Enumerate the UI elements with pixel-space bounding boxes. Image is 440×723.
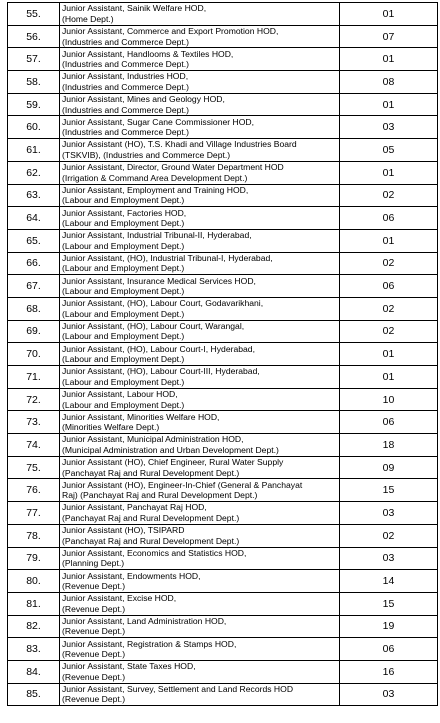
post-title-line: Junior Assistant, Excise HOD, [62,593,177,604]
department-line: (Labour and Employment Dept.) [62,240,185,251]
table-row [8,48,438,71]
vacancy-count-cell: 01 [340,366,438,389]
serial-number-cell: 56. [8,25,60,48]
vacancy-table [7,2,438,706]
table-row [8,275,438,298]
vacancy-count-cell: 03 [340,116,438,139]
vacancy-count-cell: 01 [340,48,438,71]
serial-number-cell: 60. [8,116,60,139]
table-row [8,434,438,457]
vacancy-count-cell: 02 [340,184,438,207]
department-line: (Industries and Commerce Dept.) [62,127,190,138]
post-description-cell [60,570,340,593]
vacancy-count-cell: 10 [340,388,438,411]
post-title-line: Junior Assistant, (HO), Labour Court-III, Hyderabad, [62,366,260,377]
department-line: (TSKVIB), (Industries and Commerce Dept.) [62,149,231,160]
post-description-cell [60,71,340,94]
serial-number-cell: 84. [8,660,60,683]
table-row [8,3,438,26]
post-title-line: Junior Assistant (HO), Engineer-In-Chief (General & Panchayat [62,479,303,490]
post-title-line: Junior Assistant, Handlooms & Textiles HOD, [62,48,234,59]
department-line: Raj) (Panchayat Raj and Rural Development Dept.) [62,490,258,501]
post-description-cell [60,343,340,366]
table-row [8,570,438,593]
serial-number-cell: 71. [8,366,60,389]
post-description-cell [60,93,340,116]
post-title-line: Junior Assistant, Economics and Statistics HOD, [62,547,247,558]
post-title-line: Junior Assistant (HO), Chief Engineer, Rural Water Supply [62,457,284,468]
serial-number-cell: 66. [8,252,60,275]
serial-number-cell: 65. [8,229,60,252]
post-title-line: Junior Assistant, Municipal Administration HOD, [62,434,244,445]
department-line: (Planning Dept.) [62,558,125,569]
vacancy-count-cell: 06 [340,275,438,298]
vacancy-count-cell: 07 [340,25,438,48]
post-title-line: Junior Assistant, Registration & Stamps HOD, [62,638,237,649]
vacancy-count-cell: 02 [340,297,438,320]
post-description-cell [60,524,340,547]
post-title-line: Junior Assistant, Panchayat Raj HOD, [62,502,207,513]
table-row [8,615,438,638]
table-row [8,93,438,116]
serial-number-cell: 62. [8,161,60,184]
post-title-line: Junior Assistant (HO), T.S. Khadi and Village Industries Board [62,139,297,150]
department-line: (Revenue Dept.) [62,649,126,660]
serial-number-cell: 63. [8,184,60,207]
serial-number-cell: 58. [8,71,60,94]
serial-number-cell: 73. [8,411,60,434]
table-row [8,207,438,230]
post-description-cell [60,297,340,320]
serial-number-cell: 81. [8,592,60,615]
serial-number-cell: 55. [8,3,60,26]
serial-number-cell: 77. [8,502,60,525]
post-description-cell [60,116,340,139]
department-line: (Panchayat Raj and Rural Development Dept.) [62,535,240,546]
department-line: (Labour and Employment Dept.) [62,376,185,387]
vacancy-count-cell: 01 [340,229,438,252]
post-title-line: Junior Assistant, Insurance Medical Services HOD, [62,275,256,286]
department-line: (Labour and Employment Dept.) [62,308,185,319]
post-description-cell [60,161,340,184]
serial-number-cell: 69. [8,320,60,343]
serial-number-cell: 68. [8,297,60,320]
post-title-line: Junior Assistant, (HO), Labour Court, Godavarikhani, [62,298,264,309]
department-line: (Irrigation & Command Area Development Dept.) [62,172,248,183]
post-title-line: Junior Assistant, Minorities Welfare HOD, [62,411,220,422]
post-title-line: Junior Assistant, Industries HOD, [62,71,189,82]
post-title-line: Junior Assistant, State Taxes HOD, [62,661,196,672]
post-title-line: Junior Assistant, Sainik Welfare HOD, [62,3,207,14]
department-line: (Revenue Dept.) [62,694,126,705]
department-line: (Municipal Administration and Urban Development Dept.) [62,444,279,455]
vacancy-count-cell: 16 [340,660,438,683]
serial-number-cell: 72. [8,388,60,411]
table-row [8,456,438,479]
post-description-cell [60,366,340,389]
serial-number-cell: 70. [8,343,60,366]
post-description-cell [60,683,340,706]
serial-number-cell: 59. [8,93,60,116]
table-row [8,139,438,162]
table-row [8,25,438,48]
department-line: (Labour and Employment Dept.) [62,286,185,297]
vacancy-count-cell: 03 [340,683,438,706]
post-description-cell [60,434,340,457]
department-line: (Industries and Commerce Dept.) [62,36,190,47]
vacancy-count-cell: 05 [340,139,438,162]
serial-number-cell: 64. [8,207,60,230]
post-title-line: Junior Assistant (HO), TSIPARD [62,525,185,536]
post-description-cell [60,615,340,638]
post-description-cell [60,184,340,207]
post-title-line: Junior Assistant, Factories HOD, [62,207,187,218]
serial-number-cell: 61. [8,139,60,162]
department-line: (Industries and Commerce Dept.) [62,59,190,70]
department-line: (Labour and Employment Dept.) [62,399,185,410]
vacancy-table-body [8,3,438,706]
serial-number-cell: 76. [8,479,60,502]
vacancy-count-cell: 19 [340,615,438,638]
table-row [8,411,438,434]
table-row [8,252,438,275]
department-line: (Revenue Dept.) [62,626,126,637]
department-line: (Labour and Employment Dept.) [62,195,185,206]
table-row [8,638,438,661]
serial-number-cell: 67. [8,275,60,298]
department-line: (Labour and Employment Dept.) [62,354,185,365]
department-line: (Industries and Commerce Dept.) [62,104,190,115]
serial-number-cell: 75. [8,456,60,479]
vacancy-count-cell: 15 [340,592,438,615]
table-row [8,161,438,184]
department-line: (Revenue Dept.) [62,603,126,614]
vacancy-count-cell: 18 [340,434,438,457]
post-title-line: Junior Assistant, Sugar Cane Commissioner HOD, [62,116,254,127]
table-row [8,683,438,706]
vacancy-count-cell: 01 [340,93,438,116]
post-description-cell [60,207,340,230]
table-row [8,547,438,570]
post-description-cell [60,456,340,479]
vacancy-count-cell: 02 [340,320,438,343]
vacancy-count-cell: 06 [340,411,438,434]
post-description-cell [60,25,340,48]
post-title-line: Junior Assistant, Employment and Training HOD, [62,184,249,195]
post-description-cell [60,3,340,26]
post-description-cell [60,547,340,570]
post-description-cell [60,48,340,71]
department-line: (Industries and Commerce Dept.) [62,81,190,92]
post-title-line: Junior Assistant, Director, Ground Water Department HOD [62,162,284,173]
vacancy-count-cell: 03 [340,502,438,525]
serial-number-cell: 79. [8,547,60,570]
table-row [8,502,438,525]
department-line: (Panchayat Raj and Rural Development Dept.) [62,467,240,478]
department-line: (Panchayat Raj and Rural Development Dept.) [62,512,240,523]
table-row [8,479,438,502]
table-row [8,71,438,94]
post-description-cell [60,320,340,343]
vacancy-count-cell: 06 [340,638,438,661]
post-title-line: Junior Assistant, Commerce and Export Promotion HOD, [62,26,279,37]
vacancy-count-cell: 15 [340,479,438,502]
post-description-cell [60,252,340,275]
table-row [8,660,438,683]
post-description-cell [60,411,340,434]
post-description-cell [60,275,340,298]
post-description-cell [60,229,340,252]
vacancy-count-cell: 03 [340,547,438,570]
post-title-line: Junior Assistant, Industrial Tribunal-II, Hyderabad, [62,230,252,241]
vacancy-count-cell: 14 [340,570,438,593]
serial-number-cell: 82. [8,615,60,638]
vacancy-count-cell: 08 [340,71,438,94]
serial-number-cell: 83. [8,638,60,661]
post-title-line: Junior Assistant, (HO), Labour Court-I, Hyderabad, [62,343,255,354]
vacancy-count-cell: 01 [340,161,438,184]
table-row [8,116,438,139]
table-row [8,343,438,366]
table-row [8,320,438,343]
vacancy-count-cell: 09 [340,456,438,479]
department-line: (Home Dept.) [62,13,114,24]
vacancy-count-cell: 02 [340,252,438,275]
vacancy-count-cell: 01 [340,343,438,366]
serial-number-cell: 57. [8,48,60,71]
table-row [8,366,438,389]
post-description-cell [60,479,340,502]
post-description-cell [60,638,340,661]
table-row [8,592,438,615]
post-description-cell [60,139,340,162]
table-row [8,229,438,252]
post-title-line: Junior Assistant, Mines and Geology HOD, [62,94,225,105]
department-line: (Labour and Employment Dept.) [62,218,185,229]
post-description-cell [60,502,340,525]
table-row [8,388,438,411]
post-title-line: Junior Assistant, (HO), Labour Court, Warangal, [62,320,245,331]
post-description-cell [60,388,340,411]
department-line: (Revenue Dept.) [62,671,126,682]
post-title-line: Junior Assistant, (HO), Industrial Tribunal-I, Hyderabad, [62,252,273,263]
vacancy-count-cell: 02 [340,524,438,547]
table-row [8,297,438,320]
post-title-line: Junior Assistant, Endowments HOD, [62,570,201,581]
serial-number-cell: 80. [8,570,60,593]
department-line: (Labour and Employment Dept.) [62,331,185,342]
table-row [8,184,438,207]
serial-number-cell: 85. [8,683,60,706]
department-line: (Revenue Dept.) [62,581,126,592]
post-description-cell [60,592,340,615]
post-title-line: Junior Assistant, Land Administration HOD, [62,615,227,626]
table-row [8,524,438,547]
post-description-cell [60,660,340,683]
vacancy-table-container [7,2,434,706]
vacancy-count-cell: 01 [340,3,438,26]
post-title-line: Junior Assistant, Survey, Settlement and Land Records HOD [62,683,294,694]
vacancy-count-cell: 06 [340,207,438,230]
post-title-line: Junior Assistant, Labour HOD, [62,389,178,400]
serial-number-cell: 78. [8,524,60,547]
department-line: (Labour and Employment Dept.) [62,263,185,274]
department-line: (Minorities Welfare Dept.) [62,422,160,433]
serial-number-cell: 74. [8,434,60,457]
